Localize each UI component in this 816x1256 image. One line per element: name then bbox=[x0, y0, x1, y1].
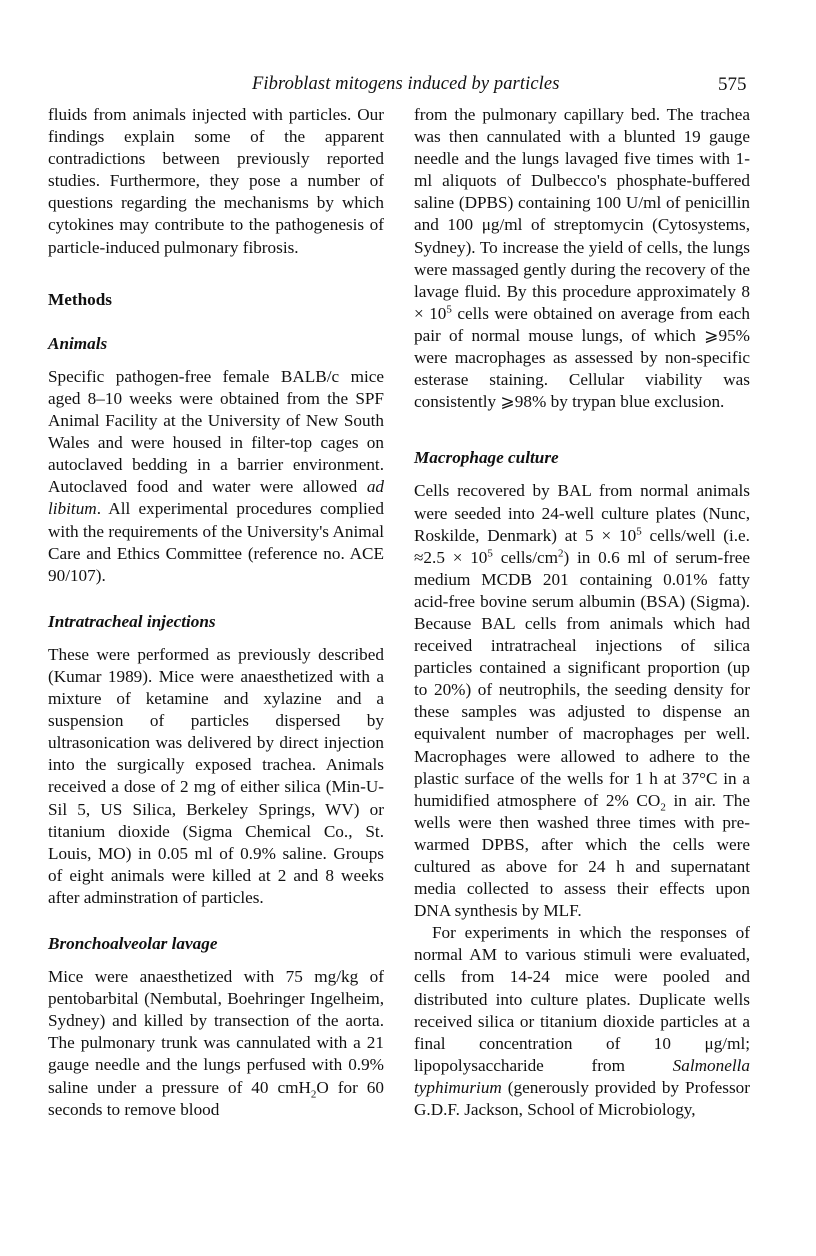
culture-text-5: in air. The wells were then washed three times with pre-warmed DPBS, after which the cells were cultured as above for 24 h and supernatant media collected to assess their effects upon DNA synthesis by MLF. bbox=[414, 790, 750, 921]
culture-text-3: cells/cm bbox=[492, 547, 558, 567]
culture-superscript-1: 5 bbox=[636, 524, 642, 537]
page-number: 575 bbox=[718, 74, 747, 95]
culture-text-2: cells/well (i.e. ≈2.5 × 10 bbox=[414, 525, 750, 567]
left-column bbox=[48, 104, 384, 1121]
intratracheal-injections-heading: Intratracheal injections bbox=[48, 611, 216, 631]
lavage-cont-1: from the pulmonary capillary bed. The trachea was then cannulated with a blunted 19 gauge needle and the lungs lavaged five times with 1-ml aliquots of Dulbecco's phosphate-buffered saline (DPBS) containing 100 U/ml of penicillin and 100 μg/ml of streptomycin (Cytosystems, Sydney). To increase the yield of cells, the lungs were massaged gently during the recovery of the lavage fluid. By this procedure approximately 8 × 10 bbox=[414, 105, 750, 323]
macrophage-culture-heading: Macrophage culture bbox=[414, 448, 559, 468]
lavage-paragraph-continued bbox=[414, 104, 750, 413]
lavage-subscript: 2 bbox=[310, 1088, 317, 1100]
lavage-text-1: Mice were anaesthetized with 75 mg/kg of pentobarbital (Nembutal, Boehringer Ingelheim, Sydney) and killed by transection of the aorta. The pulmonary trunk was cannulated with a 21 gauge needle and the lungs perfused with 0.9% saline under a pressure of 40 cmH bbox=[48, 967, 384, 1097]
culture-text-1: Cells recovered by BAL from normal animals were seeded into 24-well culture plates (Nunc, Roskilde, Denmark) at 5 × 10 bbox=[414, 481, 750, 545]
culture-paragraph bbox=[414, 480, 750, 922]
stimuli-paragraph bbox=[414, 922, 750, 1121]
intro-paragraph-continued: fluids from animals injected with particles. Our findings explain some of the apparent contradictions between previously reported studies. Furthermore, they pose a number of questions regarding the mechanisms by which cytokines may contribute to the pathogenesis of particle-induced pulmonary fibrosis. bbox=[48, 105, 384, 257]
right-column bbox=[414, 104, 750, 1121]
animals-text-2: . All experimental procedures complied with the requirements of the University's Animal Care and Ethics Committee (reference no. ACE 90/107). bbox=[48, 499, 384, 585]
culture-superscript-3: 2 bbox=[557, 546, 564, 559]
stimuli-text-1: For experiments in which the responses of normal AM to various stimuli were evaluated, cells from 14-24 mice were pooled and distributed into culture plates. Duplicate wells received silica or titanium dioxide particles at a final concentration of 10 μg/ml; lipopolysaccharide from bbox=[414, 923, 750, 1075]
culture-superscript-2: 5 bbox=[487, 546, 493, 559]
lavage-paragraph bbox=[48, 966, 384, 1121]
bronchoalveolar-lavage-heading: Bronchoalveolar lavage bbox=[48, 934, 218, 953]
culture-text-4: ) in 0.6 ml of serum-free medium MCDB 201 containing 0.01% fatty acid-free bovine serum albumin (BSA) (Sigma). Because BAL cells from animals which had received intratracheal injections of silica particles contained a significant proportion (up to 20%) of neutrophils, the seeding density for these samples was adjusted to dispense an equivalent number of macrophages per well. Macrophages were allowed to adhere to the plastic surface of the wells for 1 h at 37°C in a humidified atmosphere of 2% CO bbox=[414, 547, 750, 810]
animals-paragraph bbox=[48, 366, 384, 587]
animals-text-1: Specific pathogen-free female BALB/c mice aged 8–10 weeks were obtained from the SPF Animal Facility at the University of New South Wales and were housed in filter-top cages on autoclaved bedding in a barrier environment. Autoclaved food and water were allowed bbox=[48, 366, 384, 497]
lavage-cont-2: cells were obtained on average from each pair of normal mouse lungs, of which ⩾95% were macrophages as assessed by non-specific esterase staining. Cellular viability was consistently ⩾98% by trypan blue exclusion. bbox=[414, 303, 750, 412]
injections-paragraph: These were performed as previously described (Kumar 1989). Mice were anaesthetized with a mixture of ketamine and xylazine and a suspension of particles dispersed by ultrasonication was delivered by direct injection into the surgically exposed trachea. Animals received a dose of 2 mg of either silica (Min-U-Sil 5, US Silica, Berkeley Springs, WV) or titanium dioxide (Sigma Chemical Co., St. Louis, MO) in 0.05 ml of 0.9% saline. Groups of eight animals were killed at 2 and 8 weeks after adminstration of particles. bbox=[48, 644, 384, 907]
lavage-superscript: 5 bbox=[446, 303, 452, 316]
salmonella-term: Salmonella typhimurium bbox=[414, 1055, 750, 1097]
ad-libitum-term: ad libitum bbox=[48, 477, 384, 519]
culture-subscript: 2 bbox=[660, 801, 666, 814]
stimuli-text-2: (generously provided by Professor G.D.F. Jackson, School of Microbiology, bbox=[414, 1077, 750, 1120]
running-title: Fibroblast mitogens induced by particles bbox=[252, 74, 560, 94]
methods-heading: Methods bbox=[48, 289, 112, 309]
animals-heading: Animals bbox=[48, 333, 108, 353]
lavage-text-2: O for 60 seconds to remove blood bbox=[48, 1077, 384, 1119]
